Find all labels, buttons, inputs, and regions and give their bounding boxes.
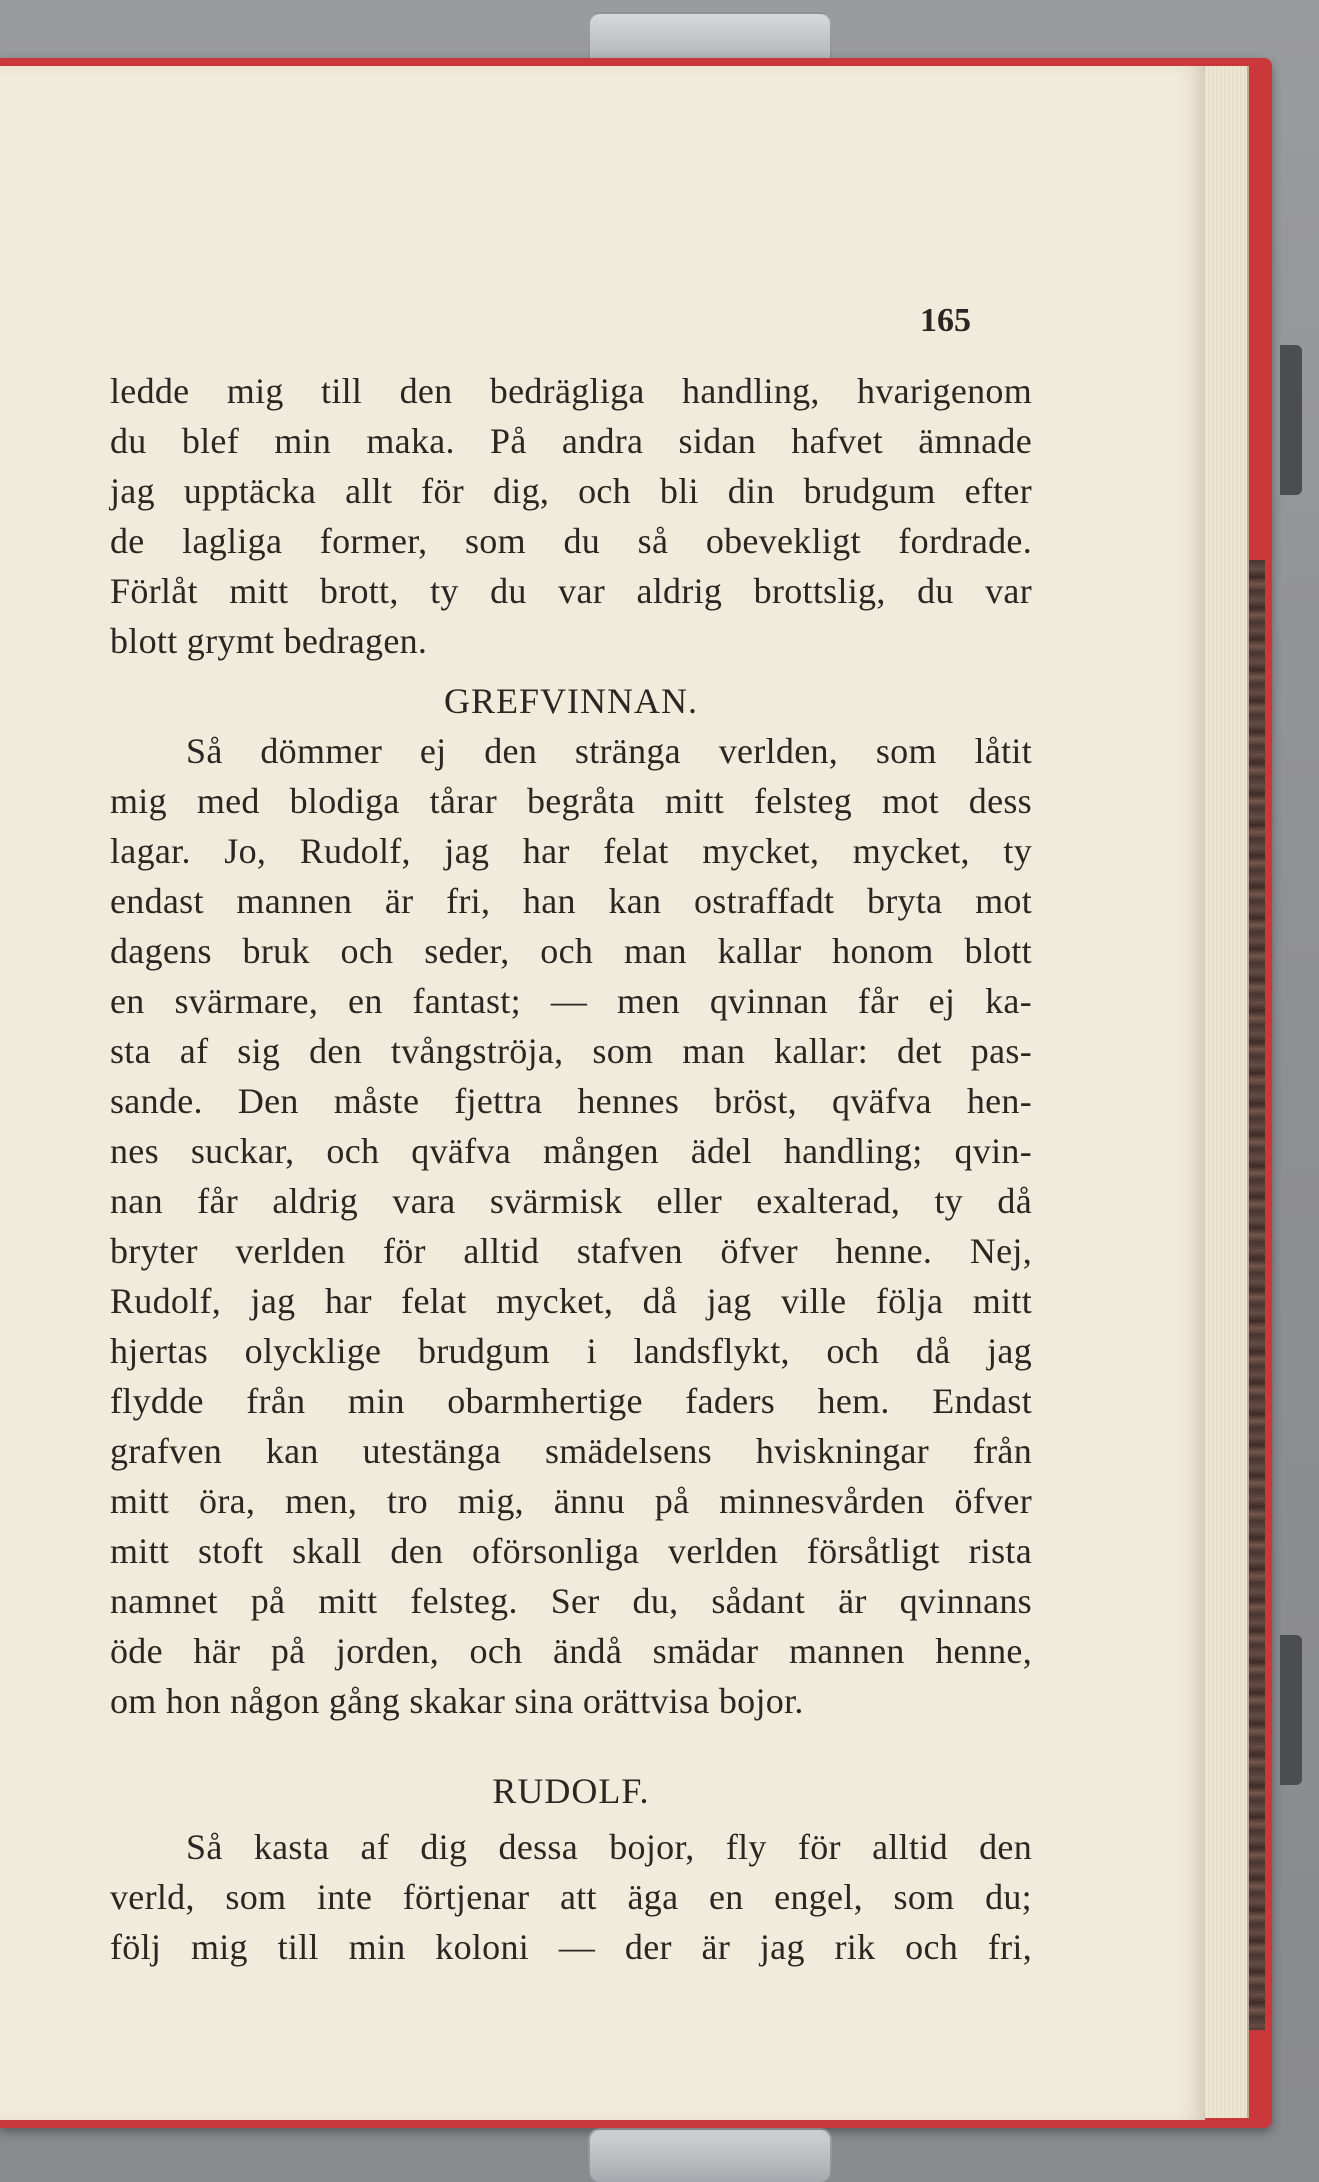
text-line: nan får aldrig vara svärmisk eller exalterad, ty då xyxy=(110,1181,1032,1221)
text-line: Förlåt mitt brott, ty du var aldrig brottslig, du var xyxy=(110,571,1032,611)
marbled-endpaper xyxy=(1249,560,1265,2030)
text-line: dagens bruk och seder, och man kallar honom blott xyxy=(110,931,1032,971)
text-line: följ mig till min koloni — der är jag rik och fri, xyxy=(110,1927,1032,1967)
text-line: Så kasta af dig dessa bojor, fly för alltid den xyxy=(186,1827,1032,1867)
text-line: bryter verlden för alltid stafven öfver henne. Nej, xyxy=(110,1231,1032,1271)
text-line: en svärmare, en fantast; — men qvinnan får ej ka- xyxy=(110,981,1032,1021)
text-line: lagar. Jo, Rudolf, jag har felat mycket, mycket, ty xyxy=(110,831,1032,871)
page-number: 165 xyxy=(920,302,971,339)
text-line: mig med blodiga tårar begråta mitt felsteg mot dess xyxy=(110,781,1032,821)
text-line: flydde från min obarmhertige faders hem. Endast xyxy=(110,1381,1032,1421)
text-line: blott grymt bedragen. xyxy=(110,621,428,661)
text-line: grafven kan utestänga smädelsens hviskningar från xyxy=(110,1431,1032,1471)
text-line: nes suckar, och qväfva mången ädel handling; qvin- xyxy=(110,1131,1032,1171)
text-line: namnet på mitt felsteg. Ser du, sådant är qvinnans xyxy=(110,1581,1032,1621)
text-line: jag upptäcka allt för dig, och bli din brudgum efter xyxy=(110,471,1032,511)
cradle-tab-upper xyxy=(1280,345,1302,495)
text-line: Så dömmer ej den stränga verlden, som låtit xyxy=(186,731,1032,771)
text-line: Rudolf, jag har felat mycket, då jag ville följa mitt xyxy=(110,1281,1032,1321)
text-line: du blef min maka. På andra sidan hafvet ämnade xyxy=(110,421,1032,461)
speaker-heading-grefvinnan: GREFVINNAN. xyxy=(444,681,698,721)
text-line: de lagliga former, som du så obevekligt fordrade. xyxy=(110,521,1032,561)
book-page xyxy=(0,66,1205,2120)
text-line: mitt öra, men, tro mig, ännu på minnesvården öfver xyxy=(110,1481,1032,1521)
text-line: hjertas olycklige brudgum i landsflykt, och då jag xyxy=(110,1331,1032,1371)
text-line: ledde mig till den bedrägliga handling, hvarigenom xyxy=(110,371,1032,411)
speaker-heading-rudolf: RUDOLF. xyxy=(492,1771,650,1811)
bottom-clip xyxy=(588,2128,832,2182)
text-line: öde här på jorden, och ändå smädar mannen henne, xyxy=(110,1631,1032,1671)
text-line: sande. Den måste fjettra hennes bröst, qväfva hen- xyxy=(110,1081,1032,1121)
text-line: mitt stoft skall den oförsonliga verlden försåtligt rista xyxy=(110,1531,1032,1571)
text-line: sta af sig den tvångströja, som man kallar: det pas- xyxy=(110,1031,1032,1071)
cradle-tab-lower xyxy=(1280,1635,1302,1785)
text-line: om hon någon gång skakar sina orättvisa bojor. xyxy=(110,1681,804,1721)
text-line: endast mannen är fri, han kan ostraffadt bryta mot xyxy=(110,881,1032,921)
text-line: verld, som inte förtjenar att äga en engel, som du; xyxy=(110,1877,1032,1917)
